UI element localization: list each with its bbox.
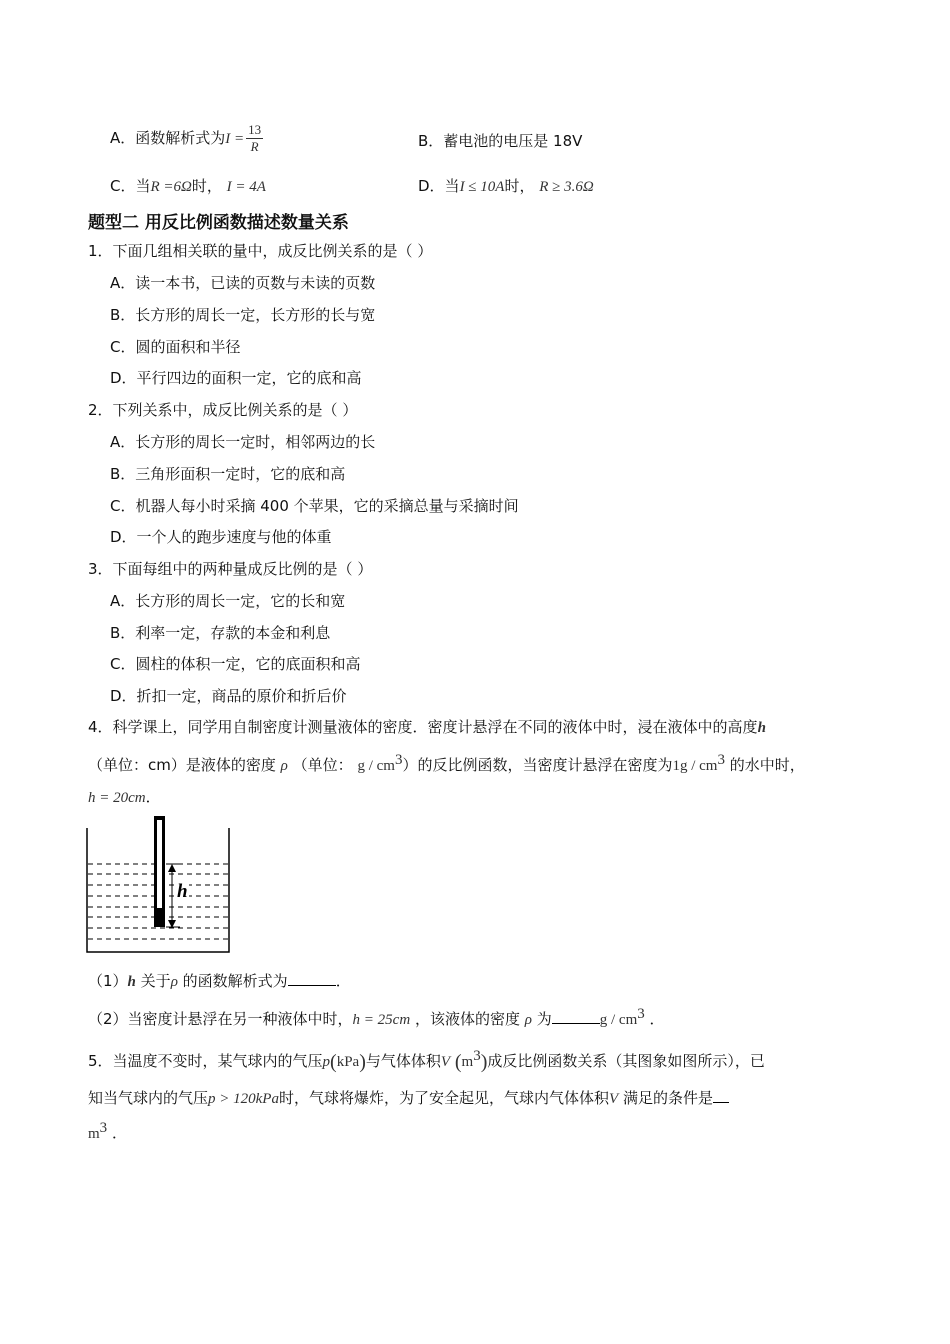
q2-option-b: B．三角形面积一定时，它的底和高: [110, 465, 346, 483]
hydrometer-figure: [84, 816, 234, 956]
q1-option-d: D．平行四边的面积一定，它的底和高: [110, 369, 362, 387]
q2-option-c: C．机器人每小时采摘 400 个苹果，它的采摘总量与采摘时间: [110, 497, 519, 515]
q5-line2: 知当气球内的气压p > 120kPa时，气球将爆炸，为了安全起见，气球内气体体积V 满足的条件是: [88, 1087, 729, 1108]
answer-blank-1[interactable]: [288, 971, 336, 986]
q3-option-a: A．长方形的周长一定，它的长和宽: [110, 592, 346, 610]
q2-stem: 2．下列关系中，成反比例关系的是（ ）: [88, 401, 358, 419]
figure-h-label: h: [177, 881, 188, 902]
option-b: B．蓄电池的电压是 18V: [418, 132, 583, 150]
q3-option-d: D．折扣一定，商品的原价和折后价: [110, 687, 347, 705]
section-title: 题型二 用反比例函数描述数量关系: [88, 213, 349, 233]
option-d: D．当I ≤ 10A时， R ≥ 3.6Ω: [418, 177, 594, 195]
q1-option-a: A．读一本书，已读的页数与未读的页数: [110, 274, 376, 292]
q3-option-b: B．利率一定，存款的本金和利息: [110, 624, 331, 642]
answer-blank-2[interactable]: [552, 1009, 600, 1024]
q3-option-c: C．圆柱的体积一定，它的底面积和高: [110, 655, 361, 673]
q2-option-d: D．一个人的跑步速度与他的体重: [110, 528, 332, 546]
q4-sub1: （1）h 关于ρ 的函数解析式为 ．: [88, 972, 351, 990]
answer-blank-3[interactable]: [713, 1088, 729, 1103]
q4-line3: h = 20cm．: [88, 788, 161, 806]
q5-line3: $m^3$ ．: [88, 1120, 127, 1142]
option-a: A．函数解析式为I = $\frac{13}{R}$: [110, 122, 262, 154]
q1-stem: 1．下面几组相关联的量中，成反比例关系的是（ ）: [88, 242, 433, 260]
q4-line1: 4．科学课上，同学用自制密度计测量液体的密度．密度计悬浮在不同的液体中时，浸在液体中的高度h: [88, 718, 766, 736]
q1-option-c: C．圆的面积和半径: [110, 338, 241, 356]
option-c: C．当R =6Ω时， I = 4A: [110, 177, 266, 195]
q4-sub2: （2）当密度计悬浮在另一种液体中时，h = 25cm ，该液体的密度 ρ 为 g / $cm^3$ ．: [88, 1006, 665, 1028]
fraction: $\frac{13}{R}$: [248, 122, 262, 154]
q2-option-a: A．长方形的周长一定时，相邻两边的长: [110, 433, 376, 451]
q1-option-b: B．长方形的周长一定，长方形的长与宽: [110, 306, 376, 324]
q4-line2: （单位：cm）是液体的密度 ρ （单位： g / $cm^3$）的反比例函数，当密度计悬浮在密度为$1g / cm^3$ 的水中时，: [88, 752, 805, 774]
q5-line1: 5．当温度不变时，某气球内的气压p(kPa)与气体体积V $(m^3)$成反比例函数关系（其图象如图所示），已: [88, 1048, 765, 1073]
q3-stem: 3．下面每组中的两种量成反比例的是（ ）: [88, 560, 373, 578]
formula-lhs: I =: [225, 131, 245, 147]
